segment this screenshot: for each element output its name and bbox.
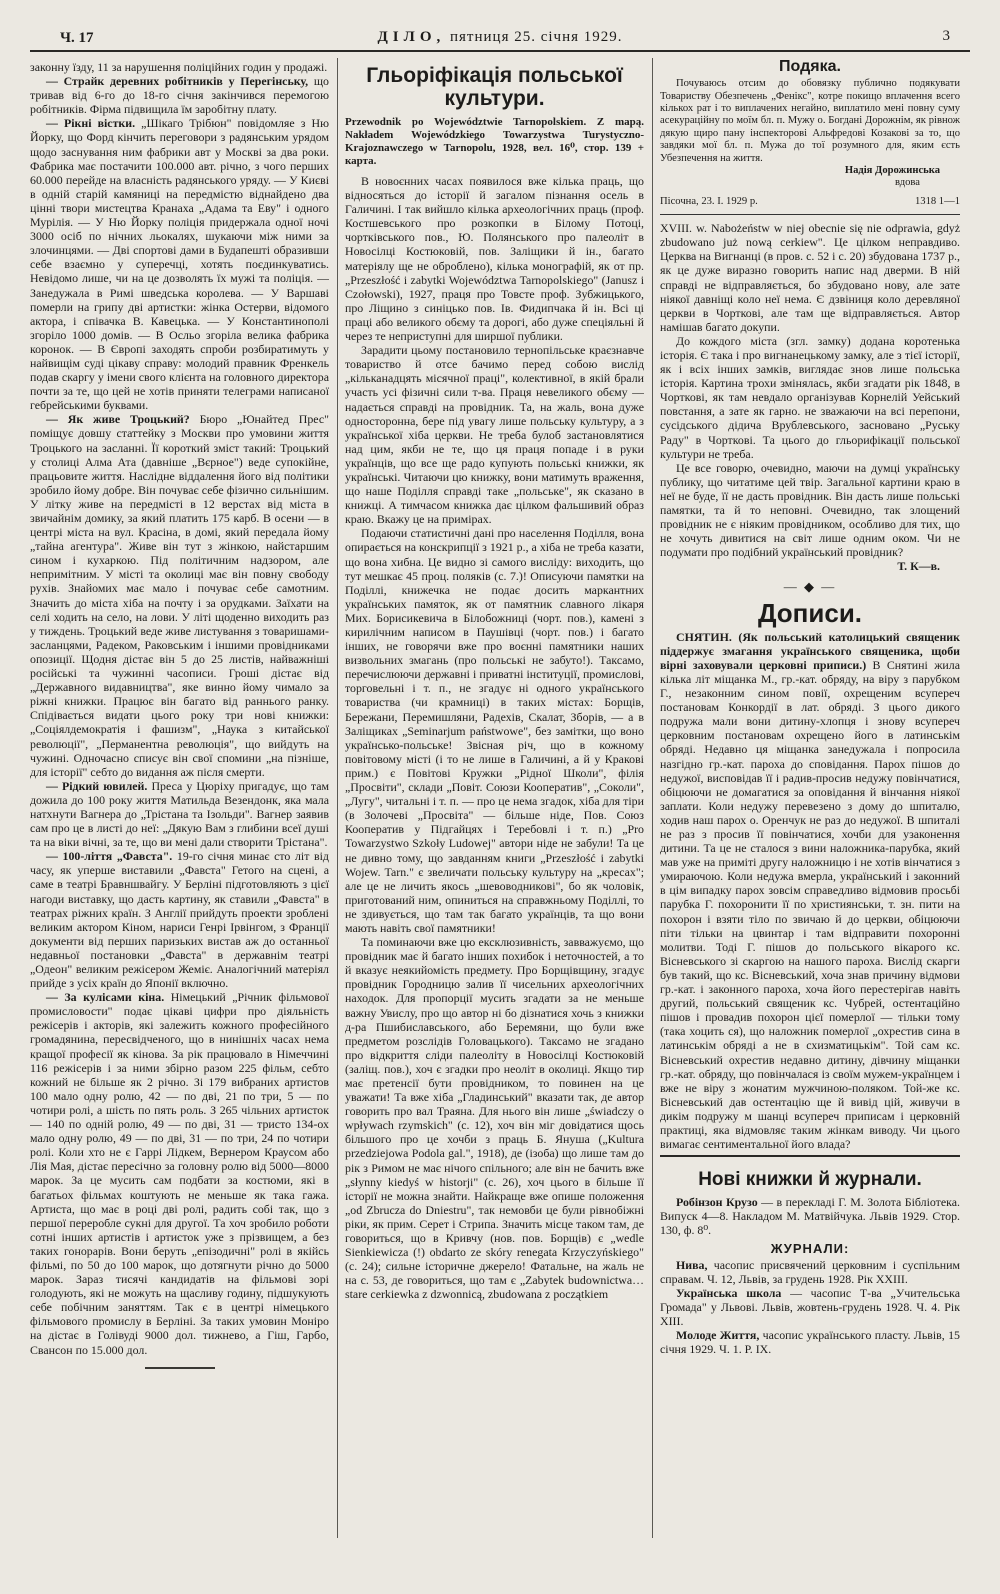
column-rule <box>652 58 653 1538</box>
article-paragraph: В новоєнних часах появилося вже кілька праць, що відносяться до історії й загалом пізнання осель в Галичині. І так вийшло кілька археологічних праць (проф. Костшевського про розкопки в Білому Потоці, чортківського пов., Ю. Полянського про палеоліт в Новосілці Костюковій, пов. Заліщики й ін., багато матеріялу ще не оброблено), кілька монографій, як от пр. „Przeszłość i zabytki Województwa Tarnopolskiego" (Janusz i Czołowski), 1927, праця про Товсте проф. Зубжицького, про Ліщино з синіцько пов. Ів. Фидипчака й ін. Всі ці праці або великого обєму та дорогі, або дуже спеціяльні й через те неприступні для ширшої публики. <box>345 174 644 344</box>
article-title: Гльоріфікація польської культури. <box>366 64 623 110</box>
page-header <box>30 28 970 52</box>
journal-details: часопис українського пласту. Львів, 15 січня 1929. Ч. 1. Р. IX. <box>660 1328 960 1357</box>
thanks-notice <box>660 60 960 215</box>
end-divider <box>145 1367 215 1369</box>
masthead: ДІЛО, <box>377 29 446 45</box>
issue-date: пятниця 25. січня 1929. <box>450 29 623 45</box>
news-item-lead: — Рікні вістки. <box>46 116 136 131</box>
letter-heading: (Як польський католицький священик піддержує змагання українського священика, щоби вірні заховували церковні приписи.) <box>660 629 960 672</box>
issue-number: Ч. 17 <box>60 30 94 46</box>
letters-title: Дописи. <box>757 597 863 628</box>
news-item-body: що тривав від 6-го до 18-го січня закінчився перемогою робітників. Фірма підвищила їм заробітну плату. <box>30 74 329 117</box>
thanks-signature-sub: вдова <box>895 177 920 189</box>
news-item: законну їзду, 11 за нарушення поліційних годин у продажі. <box>30 60 328 74</box>
news-item <box>30 412 329 778</box>
news-item-lead: — 100-ліття „Фавста". <box>46 849 173 864</box>
news-item <box>30 779 329 849</box>
books-title: Нові книжки й журнали. <box>698 1169 922 1191</box>
column-article <box>345 60 644 1590</box>
news-item <box>30 74 329 116</box>
article-signature: Т. К—в. <box>897 559 940 574</box>
book-title: Робінзон Крузо <box>676 1195 758 1210</box>
article-paragraph: Подаючи статистичні дані про населення Поділля, вона опирається на конскрипції з 1921 р., а хіба не треба казати, що вона хибна. Це видно зі самого висліду: виходить, що тут мешкає 45 проц. поляків (с. 7.)! Описуючи памятки на Поділлі, книжечка не подає досить маркантних українських памяток, як от памятник славного лікаря Мих. Борисикевича в Білобожниці (чорт. пов.), камені з кирилічним написом в Паушівці (чорт. пов.) і багато інших, не говорячи вже про воєнні памятники наших визвольних змагань (про польські не забуто!). Таксамо, перечислюючи державні і приватні інституції, промислові, торговельні і т. п., не згадує ні одного українського товариства (чи крамниці) в таких містах: Борщів, Бережани, Перемишляни, Радехів, Скалат, Збоpів, — а в Заліщиках „Seminarjum państwowe", без замітки, що воно українсько-польське! Звісная річ, що в кожному повітовому місті (і то не лише в Галичині, а й у Кракові прим.) є Повітові Кружки „Рідної Школи", філія „Просвіти", склади „Повіт. Союзи Кооператив", „Соколи", „Лугу", читальні і т. п. — про це нема згадок, хіба для тіри (в Золочеві „Просвіта" — більше ніде, Пов. Союз Кооператив у Підгайцях і Теребовлі і т. п.) „Pro Towarzystwo Szkoły Ludowej" автори ніде не забули! Та це не дивно тому, що завданням книги „Przeszłość i zabytki Wojew. Tarn." є звеличати польську культуру на „кресах"; але це не личить якось „шевоводникові", бо як чоловік, приготований ним, опиниться на справжньому Поділлі, то не здивується, що там так багато українців, та що вони мають навіть свої памятники! <box>345 526 644 935</box>
news-item-body: „Шікаго Трібюн" повідомляе з Ню Йорку, що Форд кінчить переговори з радянським урядом щодо заснування ним фабрики авт у Москві за два роки. Фабрика має постачити 100.000 авт. річно, з чого перших 60.000 перейде на власність радянського уряду. — У Києві в одній старій камяниці на передмістю віднайдено два цінні твори мистецтва Кранаха „Адама та Еву" і одного Мурілія. — У Ню Йорку поліція придержала одної ночі 3000 осіб по нічних льокалях, шукаючи між ними за злочинцями. — Дві спортові дами в Будапешті образивши себе взаємно у суперечці, хотять поєдинкуватись. Невідомо лише, чи на це дозволять їх мужі та поліція. — Занедужала в Римі шведська королева. — У Варшаві померли на грипу дві артистки: жінка Остерви, відомого актора, і співачка В. Кавецька. — У Константинополі згоріло 1000 домів. — В Осльо згоріла велика фабрика коронок. — В Європі заходять спроби розбиратимуть у найвищім суді цікаву справу: молодий правник Френкель подав скаргу у імени свого клієнта на головного директора почти за те, що цей не хотів приняти телеграми написаної гебрейськими буквами. <box>30 116 329 413</box>
journal-title: Молоде Життя, <box>676 1328 760 1343</box>
journals-title: ЖУРНАЛИ: <box>770 1240 850 1256</box>
column-rule <box>337 58 338 1538</box>
news-item-lead: — Як живе Троцький? <box>46 412 190 427</box>
article-paragraph: Та поминаючи вже цю ексклюзивність, завважуємо, що провідник має й багато інших похибок і неточностей, а то й вказує неякийомість предмету. Про Борщівщину, згадує провідник Городницю залив її чисельних археологічних находок. Для пропорції мусить згадати за не меньше важну Увислу, про що автор ні бо дізнатися хочь з книжки д-ра Пшибиславського, або Беремяни, що були вже предметом розслідів Головацького). Таксамо не згадано про відкриття сліди палеоліту в Новосілці Костюковій (заліщ. пов.), хоч є згадки про неоліт в околиці. Якщо тир має претенсії бути провідником, то повинен на це уважати! Та вже хіба „Гладинський" вказати так, де автор говорить про вал Траяна. Для нього він лише „świadczy o wpływach rzymskich" (с. 12), хоч він міг довідатися щось більшого про це хочби з праць Б. Януша („Kultura przedziejowa Podola gal.", 1918), де (ізоба) що лише там до рік з Римом не має нічого спільного; але він не бачить вже „słynny kiedyś w historji" (с. 26), хоч цього в більше її історії не можна знайти. Найкраще вже опише положення „od Zbrucza do Dniestru", так немовби це були рівнобіжні ріки, як прим. Серет і Стрипа. Значить місце таком там, де говориться, що в Кривчу (нов. пов. Борщів) є „wedle Sienkiewicza (!) obdarto ze skóry renegata Krzyczyńskiego" (с. 24); сильне історичне джерело! Фатальне, на жаль не на с. 53, де говориться, що там є „Zabytek budownictwa… stare cerkiewka z dzwonnicą, zbudowana z początkiem <box>345 935 644 1302</box>
book-entry <box>660 1195 960 1237</box>
thanks-footer <box>660 196 960 208</box>
news-item-body: 19-го січня минає сто літ від часу, як уперше виставили „Фавста" Гетого на сцені, а саме в театрі Бравншвайгу. У Берліні підготовляють з цієї нагоди виставку, що дасть картину, як ставили „Фавста" в театрах ріжних країн. З Англії прийдуть проекти зроблені великим актором Кіном, нариси Генрі Ірвінгом, з Франції документи від перших паризьких вистав аж до останньої недавньої постановки „Фавста" в державнім театрі „Одеон" великим режісером Жеміє. Аналогічний матеріял прийде з усіх країн до Японії включно. <box>30 849 329 991</box>
journal-entry <box>660 1286 960 1328</box>
thanks-place: Пісочна, 23. I. 1929 р. <box>660 195 758 207</box>
journal-entry <box>660 1258 960 1286</box>
news-item-lead: — Рідкий ювилей. <box>46 778 148 793</box>
thanks-body: Почуваюсь отсим до обовязку публично подякувати Товариству Обезпечень „Фенікс", котре покищо вплачення всего кількох рат і то виплачених негайно, виплатило мені повну суму асекураційну по моїм бл. п. Мужу о. Богдані Дорожнім, як рівнож дякую щиро пану інспекторові Альфредові Козакові за то, що завдяки мої бл. п. Мужа до тої розумного для, яким єсть Убезпечення на життя. <box>660 78 960 164</box>
column-news <box>30 60 329 1560</box>
news-item-body: Преса у Цюріху пригадує, що там дожила до 100 року життя Матильда Везендонк, яка мала натхнути Вагнера до „Трістана та Ізольди". Вагнер заявив сам про це в листі до неї: „Дякую Вам з глибини всеї душі та на віки вічні, за те, що ви мені дали створити Трістана". <box>30 778 329 850</box>
thanks-code: 1318 1—1 <box>914 195 960 207</box>
news-item-body: Німецький „Річник фільмової промисловости" подає цікаві цифри про діяльність режісерів і акторів, які залежить кожного професійного громадянина, пересвідченого, що в нинішніх часах нема кращої професії як кінова. За рік працювало в Німеччині 116 режісерів і за ними збірно разом 225 фільм, себто кожний не більше як 2 річно. Зі 179 вибраних артистов 100 мало одну ролю, 42 — по дві, 21 по три, 5 — по чотири ролі, а шість по пять роль. З 265 чільних артисток — 140 по одній ролю, 49 — по дві, 31 — тристо 134-ох мало одну ролю, 49 — по дві, 31 — по три, 24 по чотири ролі. Коли хто не є Гаррі Лідкем, Вернером Краусом або Лія Мая, дістає пересічно за головну ролю від 5000—8000 марок. За це мусить сам подбати за костюми, які в багатьох фільмах коштують не меньше як така гажа. Артиста, що має в році дві ролі, радить собі так, що з першої переробле сукні для другої. Та хоч зробило роботи сотні інших артистів і артисток уже з прізвищем, а без таких гонорарів. Вони беруть „епізодичні" ролі в якійсь фільмі, по 50 до 100 марок, що дотягнути річно до 5000 марок. Зараз тисячі кандидатів на фільмові зорі голодують, які не можуть на щасливу годину, підшукують себе побічним заняттям. Так є в центрі німецького фільмового промислу в Берліні. За таких умовин Моніро на дістає в Голівуді 9000 дол. тижнево, а Гіш, Гарбо, Свансон по 15.000 дол. <box>30 990 329 1357</box>
ornament-divider: — ◆ — <box>783 578 837 594</box>
masthead-line <box>30 29 970 46</box>
news-item-lead: — Страйк деревних робітників у Перегінську, <box>46 74 309 89</box>
article-paragraph: Зарадити цьому постановило тернопільське краєзнавче товариство й отсе бачимо перед собою вислід „кільканадцять місячної праці", колективної, в якій брали участь усі фізичні сили т-ва. Праця невеликого обєму — надається справді на провідник. Та, на жаль, вона дуже односторонна, бере під увагу лише польську культуру, а з української хіба церкви. Не треба булоб застановлятися над цим, якби не те, що ця праця попаде і в руки українців, що все ще радо купують польські книжки, як українські. Читаючи цю книжку, вони матимуть враження, що наше Поділля справді таке „польське", як сказано в книжці. А тимчасом книжка дає цілком фальшивий образ краю. Вкажу це на примірах. <box>345 343 644 527</box>
news-item <box>30 116 329 412</box>
letter-body: В Снятині жила кілька літ міщанка М., гр.-кат. обряду, на віру з парубком Г., незаконним сином повії, охрещеним всупереч постановам Конкордії в лат. обряді. З цього дикого подружа мали вони дитину-хлопця і знову всупереч церковним постановам охрещено його в латинськім обряді. Недавно ця міщанка занедужала і попросила назгідно гр.-кат. пароха до сповідання. Парох пішов до недужої, висповідав її і радив-просив недужу повінчатися, обіцюючи не домагатися за оповідання й вінчання ніякої заплати. Коли недужу перевезено з дому до шпиталю, ходив наш парох о. Оренчук не раз до недужої. В шпиталі не раз з просив її повінчатися, хочби для узаконення дитини. Та це не сталося з вини наложника-парубка, який мав уже на приміті другу наложницю і не хотів вінчатися з умираючою. Коли недужа вмерла, український і законний в цім випадку парох зовсім справедливо відмовив просьбі парубка Г. похоронити її по християнськи, т. зн. пити на похорон і взяти тіло по звичаю й до церкви, обіцюючи піти тільки на цвинтар і там відправити похоронні молитви. Тоді Г. пішов до польського вікарого кс. Вісневського зі скаргою на нашого пароха. Вислід скарги був такий, що кс. Вісневський, хоча знав причину відмови гр.-кат. і законного пароха, хоча його перестерігав навіть другий, польський священик кс. Чубрей, остентаційно пішов і провадив похорон цієї померлої — тільки тому (така хоцить ся), що наложник померлої „охрестив сина в латинськім обряді а не в схизматицькім". Той сам кс. Вісневський охрестив недавно дитину, дівчину міщанки гр.-кат. обряду, що повінчалася із своїм мужем-українцем і вже не віру з жонатим мужчиною-поляком. Той-же кс. Вісневський дав остентацію ще й вивід цій, живучи в дикім подружу м шанці всупереч приписам і церковній практиці, яка відмовляє таким жінкам виводу. Чи цього вимагає сентиментальної його влада? <box>660 657 960 1152</box>
article-continuation: До кождого міста (згл. замку) додана коротенька історія. Є така і про вигнанецькому замку, але з тієї історії, як і всіх інших замків, виглядає знов лише польська історія. Картина трохи змінялась, якби згадати рік 1848, в Чорткові, як там невдало організував Корнелій Уейський повстання, а зате як гарно. не зважаючи на всі перепони, сусідського дідича Врублевського, засновано „Руську Раду" в Чорткові. Та цього до гльорифікації польської культури не треба. <box>660 333 960 461</box>
article-continuation: XVIII. w. Nabożeństw w niej obecnie się nie odprawia, gdyż zbudowano już nową cerkiew". Це цілком неправдиво. Церква на Вигнанці (в пров. с. 52 і с. 20) збудована 1737 р., як це дуже виразно говорить напис над дверми. В ній справді не відправляється, бо збудовано нову, але зате ніякої давніщі коло неї нема. Є дзвіниця коло деревляної церкви в Чорткові, але там ще відправляється. Автор намішав багато докупи. <box>660 221 960 334</box>
thanks-title: Подяка. <box>779 60 841 75</box>
journal-title: Українська школа <box>676 1285 782 1300</box>
books-section <box>660 1155 960 1356</box>
news-item <box>30 849 329 990</box>
article-bibliography: Przewodnik po Województwie Tarnopolskiem. Z mapą. Nakładem Wojewódzkiego Towarzystwa Turystyczno-Krajoznawczego w Tarnopolu, 1928, вел. 16⁰, стор. 139 + карта. <box>345 116 644 167</box>
thanks-signature: Надія Дорожинська <box>844 164 940 176</box>
book-details: — в перекладі Г. М. Золота Бібліотека. Випуск 4—8. Накладом М. Матвійчука. Львів 1929. Стор. 130, ф. 8⁰. <box>660 1195 960 1238</box>
news-item-lead: — За кулісами кіна. <box>46 990 165 1005</box>
article-continuation: Це все говорю, очевидно, маючи на думці українську публику, що читатиме цей твір. Загальної картини краю в неї не буде, її не дасть провідник. Він дасть лише польські памятки, та й то неповні. Очевидно, так злощений провідник не є ніяким провідником, особливо для тих, що не хочуть дивитися на світ лише одним оком. Чи не подумати про подібний український провідник? <box>660 460 960 560</box>
news-item-body: Бюро „Юнайтед Прес" поміщує довшу статтейку з Москви про умовини життя Троцького на засланні. Її короткий зміст такий: Троцький у столиці Алма Ата (давніше „Вєрное") веде супокійне, працьовите життя. Наслідне віддалення його від політики зробило йому добре. Він почуває себе фізично сильнішим. У літку живе на передмісті в 12 верстах від міста в звичайнім домику, за який платить 175 карб. В осени — в центрі міста на вул. Красіна, в домі, який передала йому „тайна агентура". Живе він тут з жінкою, найстаршим сином і кухаркою. Під політичним надзором, але непримітним. У місті та околиці має він повну свободу рухів. Знайомих має мало і почуває себе самотним. Значить до міста хіба на почту і за орудками. Заїхати на селі ходить на село, на лови. У літі щоденно виходить раз у тиждень. Троцький веде живе листування з товаришами-засланцями, Радеком, Раковським і іншими провідниками опозиції. Щодня дістає він 5 до 25 листів, найважніші російські та чужинні часописи. Гроші дістає від „Державного видавництва", яке винно йому чимало за ріжні книжки. Працює він багато від раннього ранку. Спідівається видати цього року три нові книжки: „Соціялдемократія і фашизм", „Наука з китайської революції", „Перманентна революція", що вийдуть на чужині. Одночасно списує він свої спомини „на пізніше, для історії" себто до видання аж після смерти. <box>30 412 329 779</box>
letter-place: СНЯТИН. <box>676 629 732 644</box>
journal-details: — часопис Т-ва „Учительська Громада" у Львові. Львів, жовтень-грудень 1928. Ч. 4. Рік XIII. <box>660 1285 960 1328</box>
journal-details: часопис присвячений церковним і суспільним справам. Ч. 12, Львів, за грудень 1928. Рік XXIII. <box>660 1257 960 1286</box>
news-item <box>30 990 329 1356</box>
journal-title: Нива, <box>676 1257 708 1272</box>
journal-entry <box>660 1328 960 1356</box>
letter-snyatyn <box>660 630 960 1151</box>
column-right <box>660 60 960 1560</box>
page-mark: 3 <box>942 28 950 44</box>
